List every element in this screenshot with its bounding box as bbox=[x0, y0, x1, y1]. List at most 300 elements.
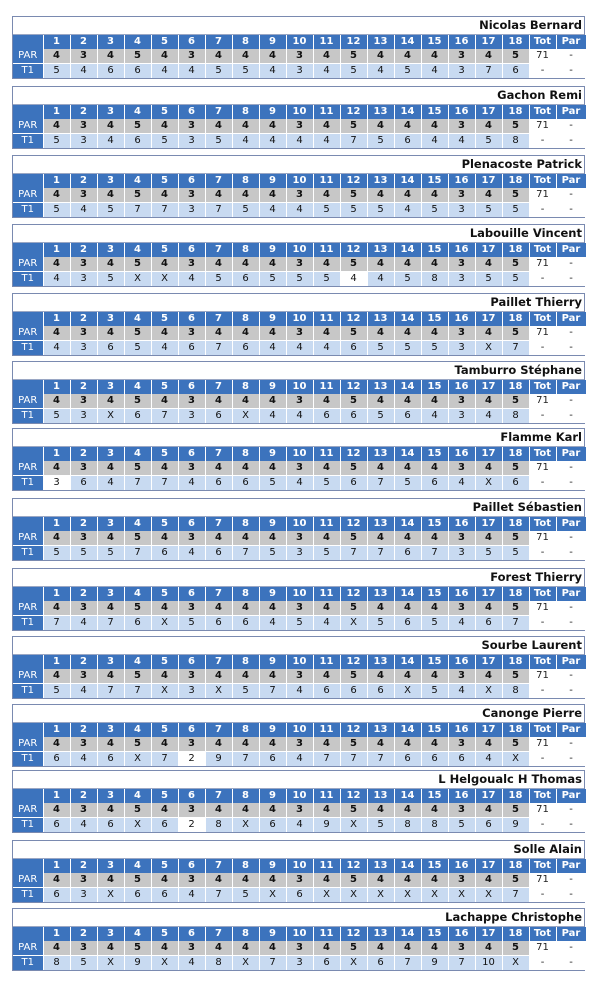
par-value: 4 bbox=[205, 601, 232, 616]
hole-number: 2 bbox=[70, 312, 97, 326]
hole-number: 7 bbox=[205, 243, 232, 257]
hole-score: 6 bbox=[313, 684, 340, 699]
hole-number: 4 bbox=[124, 174, 151, 188]
hole-score: X bbox=[151, 272, 178, 287]
hole-number: 15 bbox=[421, 789, 448, 803]
hole-number: 10 bbox=[286, 927, 313, 941]
hole-score: 6 bbox=[124, 134, 151, 149]
hole-score: 4 bbox=[313, 64, 340, 79]
hole-number: 2 bbox=[70, 105, 97, 119]
hole-number: 5 bbox=[151, 312, 178, 326]
hole-score: 7 bbox=[205, 888, 232, 903]
hole-number: 11 bbox=[313, 789, 340, 803]
hole-number: 12 bbox=[340, 859, 367, 873]
hole-score: 7 bbox=[367, 476, 394, 491]
hole-score: 5 bbox=[367, 203, 394, 218]
hole-number: 6 bbox=[178, 517, 205, 531]
par-total: 71 bbox=[529, 119, 556, 134]
par-value: 5 bbox=[124, 531, 151, 546]
hole-score: 5 bbox=[367, 341, 394, 356]
hole-score: 6 bbox=[178, 341, 205, 356]
player-name: Forest Thierry bbox=[13, 569, 584, 587]
hole-number: 8 bbox=[232, 927, 259, 941]
score-table bbox=[13, 723, 587, 766]
par-value: 4 bbox=[151, 531, 178, 546]
par-value: 3 bbox=[448, 326, 475, 341]
hole-number: 12 bbox=[340, 174, 367, 188]
hole-score: 5 bbox=[97, 203, 124, 218]
hole-score: 7 bbox=[502, 616, 529, 631]
hole-number: 17 bbox=[475, 927, 502, 941]
hole-number: 9 bbox=[259, 723, 286, 737]
par-value: 4 bbox=[205, 873, 232, 888]
par-value: 3 bbox=[70, 669, 97, 684]
par-value: 4 bbox=[97, 941, 124, 956]
par-row-label: PAR bbox=[13, 49, 43, 64]
hole-number: 1 bbox=[43, 447, 70, 461]
hole-number: 15 bbox=[421, 587, 448, 601]
player-name: Plenacoste Patrick bbox=[13, 156, 584, 174]
par-value: 4 bbox=[475, 326, 502, 341]
hole-score: 3 bbox=[286, 956, 313, 971]
hole-score: X bbox=[124, 272, 151, 287]
hole-score: X bbox=[232, 956, 259, 971]
hole-number: 12 bbox=[340, 927, 367, 941]
hole-score: 7 bbox=[394, 956, 421, 971]
hole-number: 16 bbox=[448, 174, 475, 188]
scorecard bbox=[12, 361, 585, 424]
hole-score: 4 bbox=[286, 134, 313, 149]
hole-number: 7 bbox=[205, 380, 232, 394]
hole-score: 4 bbox=[97, 134, 124, 149]
par-value: 5 bbox=[340, 941, 367, 956]
par-value: 3 bbox=[178, 49, 205, 64]
hole-score: 3 bbox=[448, 272, 475, 287]
player-name: Paillet Sébastien bbox=[13, 499, 584, 517]
par-value: 4 bbox=[151, 873, 178, 888]
hole-score: 7 bbox=[124, 476, 151, 491]
hole-score: 7 bbox=[448, 956, 475, 971]
par-value: 4 bbox=[205, 119, 232, 134]
par-row-label: PAR bbox=[13, 601, 43, 616]
scorecard bbox=[12, 908, 585, 971]
par-value: 4 bbox=[259, 669, 286, 684]
hole-header-row bbox=[13, 105, 586, 119]
par-value: 5 bbox=[502, 461, 529, 476]
par-value: 4 bbox=[259, 394, 286, 409]
hole-score: X bbox=[97, 956, 124, 971]
par-row bbox=[13, 119, 586, 134]
par-value: 3 bbox=[70, 326, 97, 341]
hole-number: 15 bbox=[421, 35, 448, 49]
hole-score: 5 bbox=[394, 64, 421, 79]
par-total: 71 bbox=[529, 941, 556, 956]
par-row-label: PAR bbox=[13, 669, 43, 684]
par-value: 4 bbox=[97, 601, 124, 616]
par-value: 4 bbox=[259, 803, 286, 818]
par-row bbox=[13, 49, 586, 64]
hole-score: 6 bbox=[70, 476, 97, 491]
player-total: - bbox=[529, 476, 556, 491]
hole-score: X bbox=[340, 616, 367, 631]
par-value: 5 bbox=[124, 737, 151, 752]
hole-score: 5 bbox=[394, 341, 421, 356]
hole-number: 9 bbox=[259, 243, 286, 257]
hole-number: 11 bbox=[313, 447, 340, 461]
scorecard bbox=[12, 16, 585, 79]
par-value: 3 bbox=[178, 803, 205, 818]
hole-number: 8 bbox=[232, 517, 259, 531]
hole-number: 17 bbox=[475, 655, 502, 669]
hole-number: 4 bbox=[124, 312, 151, 326]
par-value: 3 bbox=[286, 257, 313, 272]
par-value: 4 bbox=[43, 737, 70, 752]
round-label: T1 bbox=[13, 684, 43, 699]
hole-score: 4 bbox=[178, 546, 205, 561]
hole-score: 6 bbox=[421, 476, 448, 491]
hole-score: X bbox=[340, 888, 367, 903]
hole-number: 14 bbox=[394, 105, 421, 119]
scorecard bbox=[12, 840, 585, 903]
tot-header: Tot bbox=[529, 517, 556, 531]
hole-number: 12 bbox=[340, 655, 367, 669]
player-total: - bbox=[529, 684, 556, 699]
par-value: 4 bbox=[151, 941, 178, 956]
hole-score: 4 bbox=[259, 616, 286, 631]
hole-score: 4 bbox=[475, 409, 502, 424]
hole-score: 5 bbox=[502, 272, 529, 287]
hole-score: 3 bbox=[286, 546, 313, 561]
par-row-label: PAR bbox=[13, 873, 43, 888]
hole-score: 6 bbox=[367, 956, 394, 971]
hole-number: 10 bbox=[286, 859, 313, 873]
par-value: 4 bbox=[259, 737, 286, 752]
hole-score: 5 bbox=[151, 134, 178, 149]
hole-score: X bbox=[502, 956, 529, 971]
hole-number: 5 bbox=[151, 243, 178, 257]
hole-number: 17 bbox=[475, 723, 502, 737]
hole-number: 15 bbox=[421, 447, 448, 461]
hole-number: 7 bbox=[205, 927, 232, 941]
par-value: 3 bbox=[70, 461, 97, 476]
par-value: 5 bbox=[124, 188, 151, 203]
par-value: 4 bbox=[43, 394, 70, 409]
par-value: 4 bbox=[313, 873, 340, 888]
par-value: 4 bbox=[475, 257, 502, 272]
hole-score: 5 bbox=[232, 684, 259, 699]
par-value: 4 bbox=[259, 461, 286, 476]
hole-score: 2 bbox=[178, 818, 205, 833]
hole-number: 1 bbox=[43, 859, 70, 873]
header-blank bbox=[13, 380, 43, 394]
par-value: 4 bbox=[97, 669, 124, 684]
par-value: 4 bbox=[421, 257, 448, 272]
hole-header-row bbox=[13, 723, 586, 737]
hole-score: X bbox=[475, 341, 502, 356]
hole-score: 3 bbox=[178, 203, 205, 218]
par-value: 5 bbox=[124, 803, 151, 818]
par-value: 4 bbox=[232, 803, 259, 818]
par-row bbox=[13, 941, 586, 956]
hole-header-row bbox=[13, 380, 586, 394]
par-row bbox=[13, 257, 586, 272]
par-value: 3 bbox=[178, 941, 205, 956]
par-total: 71 bbox=[529, 873, 556, 888]
par-relative: - bbox=[556, 49, 586, 64]
par-value: 4 bbox=[421, 941, 448, 956]
par-value: 5 bbox=[502, 601, 529, 616]
par-value: 5 bbox=[502, 49, 529, 64]
par-relative: - bbox=[556, 803, 586, 818]
score-table bbox=[13, 789, 587, 832]
par-row-label: PAR bbox=[13, 941, 43, 956]
hole-score: 6 bbox=[367, 684, 394, 699]
hole-number: 7 bbox=[205, 447, 232, 461]
hole-number: 11 bbox=[313, 312, 340, 326]
par-value: 4 bbox=[232, 326, 259, 341]
par-value: 4 bbox=[394, 257, 421, 272]
par-value: 4 bbox=[421, 188, 448, 203]
hole-number: 16 bbox=[448, 655, 475, 669]
par-value: 4 bbox=[313, 601, 340, 616]
par-value: 5 bbox=[502, 669, 529, 684]
hole-number: 10 bbox=[286, 447, 313, 461]
par-header: Par bbox=[556, 927, 586, 941]
hole-number: 8 bbox=[232, 723, 259, 737]
par-value: 5 bbox=[124, 941, 151, 956]
hole-score: 6 bbox=[394, 134, 421, 149]
hole-header-row bbox=[13, 312, 586, 326]
hole-number: 11 bbox=[313, 655, 340, 669]
hole-score: 6 bbox=[340, 684, 367, 699]
par-value: 4 bbox=[394, 601, 421, 616]
hole-score: X bbox=[151, 684, 178, 699]
round-label: T1 bbox=[13, 616, 43, 631]
par-row bbox=[13, 531, 586, 546]
par-value: 3 bbox=[70, 601, 97, 616]
par-value: 4 bbox=[43, 531, 70, 546]
hole-score: 6 bbox=[421, 752, 448, 767]
round-score-row bbox=[13, 134, 586, 149]
hole-number: 18 bbox=[502, 174, 529, 188]
par-value: 3 bbox=[448, 873, 475, 888]
hole-number: 5 bbox=[151, 380, 178, 394]
hole-number: 8 bbox=[232, 35, 259, 49]
hole-number: 6 bbox=[178, 174, 205, 188]
hole-score: 6 bbox=[43, 888, 70, 903]
tot-header: Tot bbox=[529, 35, 556, 49]
hole-number: 12 bbox=[340, 380, 367, 394]
hole-number: 13 bbox=[367, 723, 394, 737]
par-value: 3 bbox=[70, 188, 97, 203]
par-value: 4 bbox=[475, 49, 502, 64]
hole-number: 8 bbox=[232, 312, 259, 326]
par-value: 4 bbox=[97, 531, 124, 546]
hole-number: 5 bbox=[151, 517, 178, 531]
par-value: 4 bbox=[43, 669, 70, 684]
par-value: 4 bbox=[97, 49, 124, 64]
par-value: 4 bbox=[421, 49, 448, 64]
hole-score: 5 bbox=[421, 684, 448, 699]
hole-number: 4 bbox=[124, 655, 151, 669]
par-row-label: PAR bbox=[13, 326, 43, 341]
hole-score: 5 bbox=[97, 546, 124, 561]
round-score-row bbox=[13, 409, 586, 424]
par-value: 4 bbox=[421, 669, 448, 684]
score-table bbox=[13, 587, 587, 630]
hole-number: 14 bbox=[394, 655, 421, 669]
par-row bbox=[13, 873, 586, 888]
hole-number: 3 bbox=[97, 927, 124, 941]
par-value: 3 bbox=[286, 531, 313, 546]
hole-score: 6 bbox=[394, 546, 421, 561]
hole-score: 4 bbox=[43, 341, 70, 356]
hole-score: X bbox=[232, 409, 259, 424]
par-value: 4 bbox=[205, 326, 232, 341]
par-value: 4 bbox=[394, 941, 421, 956]
hole-score: 5 bbox=[97, 272, 124, 287]
par-value: 4 bbox=[394, 873, 421, 888]
par-value: 3 bbox=[178, 394, 205, 409]
hole-score: 4 bbox=[340, 272, 367, 287]
hole-number: 3 bbox=[97, 174, 124, 188]
player-total: - bbox=[529, 546, 556, 561]
round-score-row bbox=[13, 888, 586, 903]
hole-header-row bbox=[13, 447, 586, 461]
hole-score: 6 bbox=[232, 272, 259, 287]
round-label: T1 bbox=[13, 341, 43, 356]
hole-score: 6 bbox=[475, 616, 502, 631]
hole-number: 1 bbox=[43, 655, 70, 669]
par-row bbox=[13, 461, 586, 476]
par-value: 4 bbox=[313, 461, 340, 476]
player-relative-par: - bbox=[556, 272, 586, 287]
hole-number: 7 bbox=[205, 35, 232, 49]
round-score-row bbox=[13, 341, 586, 356]
par-value: 3 bbox=[448, 188, 475, 203]
hole-number: 3 bbox=[97, 789, 124, 803]
hole-number: 14 bbox=[394, 789, 421, 803]
hole-score: 4 bbox=[367, 272, 394, 287]
par-value: 3 bbox=[286, 188, 313, 203]
par-value: 3 bbox=[286, 601, 313, 616]
par-value: 4 bbox=[475, 669, 502, 684]
hole-number: 17 bbox=[475, 35, 502, 49]
hole-score: 5 bbox=[259, 546, 286, 561]
scorecard bbox=[12, 704, 585, 767]
par-value: 4 bbox=[367, 669, 394, 684]
par-value: 4 bbox=[313, 531, 340, 546]
hole-number: 11 bbox=[313, 859, 340, 873]
par-value: 3 bbox=[448, 531, 475, 546]
hole-score: X bbox=[475, 684, 502, 699]
round-label: T1 bbox=[13, 476, 43, 491]
round-score-row bbox=[13, 203, 586, 218]
par-value: 4 bbox=[232, 257, 259, 272]
hole-score: 7 bbox=[232, 752, 259, 767]
par-value: 5 bbox=[340, 188, 367, 203]
hole-score: 4 bbox=[70, 64, 97, 79]
par-value: 4 bbox=[43, 257, 70, 272]
par-value: 4 bbox=[313, 941, 340, 956]
hole-number: 12 bbox=[340, 723, 367, 737]
par-header: Par bbox=[556, 859, 586, 873]
hole-score: 3 bbox=[43, 476, 70, 491]
par-header: Par bbox=[556, 243, 586, 257]
hole-score: 4 bbox=[448, 616, 475, 631]
hole-score: 5 bbox=[232, 888, 259, 903]
round-label: T1 bbox=[13, 752, 43, 767]
par-value: 4 bbox=[151, 461, 178, 476]
par-value: 5 bbox=[340, 873, 367, 888]
hole-score: 3 bbox=[448, 64, 475, 79]
par-value: 5 bbox=[124, 461, 151, 476]
hole-number: 3 bbox=[97, 517, 124, 531]
hole-number: 9 bbox=[259, 447, 286, 461]
hole-score: 6 bbox=[43, 818, 70, 833]
hole-number: 18 bbox=[502, 243, 529, 257]
par-value: 4 bbox=[205, 257, 232, 272]
hole-score: 6 bbox=[232, 476, 259, 491]
hole-score: 4 bbox=[286, 684, 313, 699]
par-value: 3 bbox=[448, 601, 475, 616]
par-value: 4 bbox=[232, 941, 259, 956]
hole-score: 7 bbox=[151, 476, 178, 491]
hole-score: 5 bbox=[43, 203, 70, 218]
hole-number: 11 bbox=[313, 243, 340, 257]
hole-score: X bbox=[340, 956, 367, 971]
hole-number: 13 bbox=[367, 789, 394, 803]
par-value: 3 bbox=[448, 941, 475, 956]
hole-score: X bbox=[313, 888, 340, 903]
hole-number: 13 bbox=[367, 927, 394, 941]
hole-score: 6 bbox=[97, 341, 124, 356]
hole-score: 5 bbox=[394, 272, 421, 287]
hole-number: 2 bbox=[70, 927, 97, 941]
hole-score: 8 bbox=[502, 684, 529, 699]
par-value: 4 bbox=[367, 461, 394, 476]
par-value: 4 bbox=[313, 803, 340, 818]
par-value: 5 bbox=[340, 669, 367, 684]
header-blank bbox=[13, 105, 43, 119]
hole-score: 5 bbox=[259, 272, 286, 287]
hole-score: 5 bbox=[340, 203, 367, 218]
par-value: 3 bbox=[448, 119, 475, 134]
par-value: 3 bbox=[70, 394, 97, 409]
hole-number: 9 bbox=[259, 789, 286, 803]
par-value: 4 bbox=[394, 49, 421, 64]
hole-score: 5 bbox=[475, 203, 502, 218]
hole-score: 7 bbox=[502, 888, 529, 903]
hole-score: 4 bbox=[178, 888, 205, 903]
par-value: 4 bbox=[151, 394, 178, 409]
hole-number: 6 bbox=[178, 447, 205, 461]
hole-score: 7 bbox=[340, 752, 367, 767]
hole-score: 6 bbox=[502, 476, 529, 491]
hole-score: X bbox=[448, 888, 475, 903]
hole-score: 5 bbox=[313, 476, 340, 491]
round-score-row bbox=[13, 476, 586, 491]
par-value: 5 bbox=[502, 326, 529, 341]
player-name: Canonge Pierre bbox=[13, 705, 584, 723]
par-value: 4 bbox=[421, 461, 448, 476]
hole-score: X bbox=[394, 888, 421, 903]
hole-number: 13 bbox=[367, 380, 394, 394]
par-total: 71 bbox=[529, 257, 556, 272]
hole-score: 3 bbox=[448, 203, 475, 218]
round-score-row bbox=[13, 684, 586, 699]
par-value: 4 bbox=[394, 737, 421, 752]
